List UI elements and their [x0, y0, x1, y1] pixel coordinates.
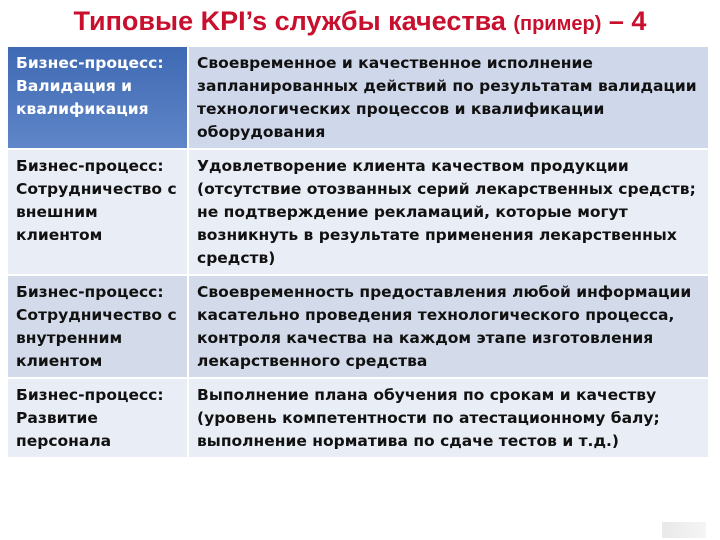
title-main: Типовые KPI’s службы качества: [73, 6, 514, 36]
kpi-table: [6, 45, 710, 459]
title-tail: – 4: [601, 6, 647, 36]
table-row: [7, 378, 709, 458]
kpi-line: (уровень компетентности по атестационному балу;: [197, 409, 660, 427]
kpi-line: не подтверждение рекламаций, которые могут: [197, 203, 628, 221]
kpi-line: лекарственного средства: [197, 352, 428, 370]
process-line: Сотрудничество с: [16, 180, 177, 198]
process-line: Развитие: [16, 409, 98, 427]
kpi-line: выполнение норматива по сдаче тестов и т.д.): [197, 432, 619, 450]
kpi-line: Своевременность предоставления любой информации: [197, 283, 692, 301]
title-paren: (пример): [513, 13, 602, 35]
process-cell: [7, 378, 188, 458]
kpi-line: Своевременное и качественное исполнение: [197, 54, 593, 72]
kpi-line: контроля качества на каждом этапе изготовления: [197, 329, 654, 347]
kpi-line: средств): [197, 249, 276, 267]
kpi-cell: [188, 275, 709, 378]
process-line: Валидация и: [16, 77, 133, 95]
kpi-line: возникнуть в результате применения лекарственных: [197, 226, 677, 244]
process-line: внутренним: [16, 329, 123, 347]
table-row: [7, 46, 709, 149]
kpi-cell: [188, 46, 709, 149]
process-line: клиентом: [16, 226, 103, 244]
table-row: [7, 275, 709, 378]
process-line: Бизнес-процесс:: [16, 283, 164, 301]
process-line: персонала: [16, 432, 112, 450]
kpi-line: Удовлетворение клиента качеством продукции: [197, 157, 629, 175]
process-cell: [7, 46, 188, 149]
kpi-line: технологических процессов и квалификации: [197, 100, 605, 118]
process-line: клиентом: [16, 352, 103, 370]
kpi-line: Выполнение плана обучения по срокам и качеству: [197, 386, 657, 404]
kpi-line: запланированных действий по результатам валидации: [197, 77, 697, 95]
process-cell: [7, 275, 188, 378]
process-line: Бизнес-процесс:: [16, 157, 164, 175]
process-line: внешним: [16, 203, 98, 221]
kpi-line: оборудования: [197, 123, 326, 141]
kpi-cell: [188, 378, 709, 458]
process-line: Бизнес-процесс:: [16, 54, 164, 72]
table-row: [7, 149, 709, 275]
corner-decoration: [662, 522, 706, 538]
process-line: квалификация: [16, 100, 149, 118]
kpi-cell: [188, 149, 709, 275]
kpi-line: (отсутствие отозванных серий лекарственных средств;: [197, 180, 696, 198]
slide-title: [0, 4, 720, 41]
process-cell: [7, 149, 188, 275]
process-line: Сотрудничество с: [16, 306, 177, 324]
kpi-line: касательно проведения технологического процесса,: [197, 306, 675, 324]
process-line: Бизнес-процесс:: [16, 386, 164, 404]
